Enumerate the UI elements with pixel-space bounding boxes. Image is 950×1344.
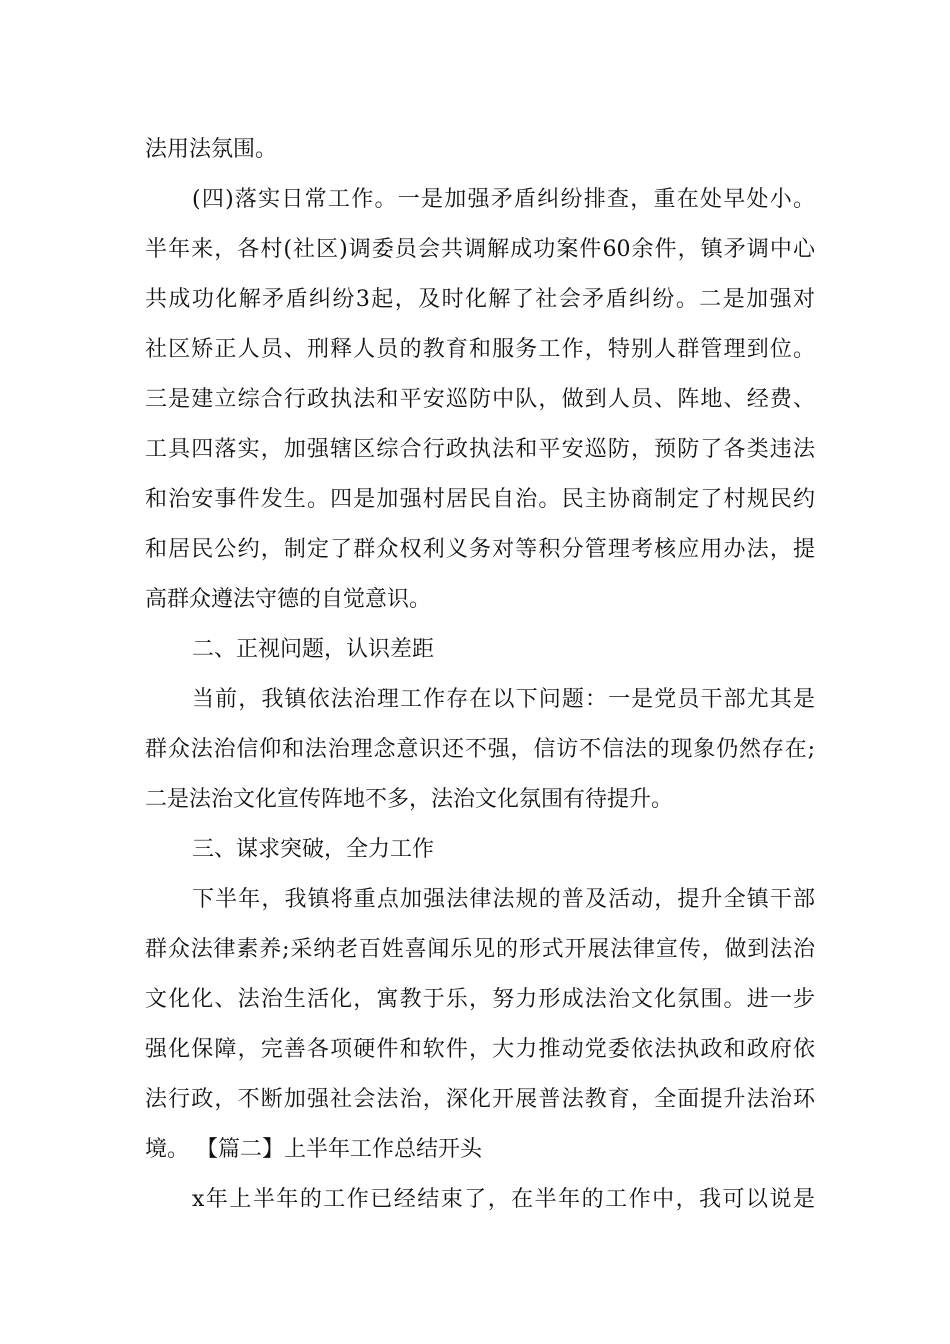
text-line: 群众法治信仰和法治理念意识还不强，信访不信法的现象仍然存在; [145,737,815,762]
text-line: 群众法律素养;采纳老百姓喜闻乐见的形式开展法律宣传，做到法治 [145,937,815,962]
text-line: 下半年，我镇将重点加强法律法规的普及活动，提升全镇干部 [192,887,815,912]
text-line: 工具四落实，加强辖区综合行政执法和平安巡防，预防了各类违法 [145,437,815,462]
text-line: 和居民公约，制定了群众权利义务对等积分管理考核应用办法，提 [145,537,815,562]
text-line: 共成功化解矛盾纠纷3起，及时化解了社会矛盾纠纷。二是加强对 [145,287,815,312]
text-line: 半年来，各村(社区)调委员会共调解成功案件60余件，镇矛调中心 [145,237,815,262]
text-line: 二是法治文化宣传阵地不多，法治文化氛围有待提升。 [145,787,674,812]
text-line: 法用法氛围。 [145,137,278,162]
text-line: 法行政，不断加强社会法治，深化开展普法教育，全面提升法治环 [145,1087,815,1112]
text-line: 强化保障，完善各项硬件和软件，大力推动党委依法执政和政府依 [145,1037,815,1062]
text-line: 社区矫正人员、刑释人员的教育和服务工作，特别人群管理到位。 [145,337,815,362]
text-line: 当前，我镇依法治理工作存在以下问题：一是党员干部尤其是 [192,687,815,712]
section-heading: 三、谋求突破，全力工作 [192,837,435,862]
text-line: 高群众遵法守德的自觉意识。 [145,587,432,612]
text-line: 境。 【篇二】上半年工作总结开头 [145,1137,482,1162]
section-heading: 二、正视问题，认识差距 [192,637,435,662]
text-line: x年上半年的工作已经结束了，在半年的工作中，我可以说是 [192,1187,815,1212]
text-line: 文化化、法治生活化，寓教于乐，努力形成法治文化氛围。进一步 [145,987,815,1012]
text-line: (四)落实日常工作。一是加强矛盾纠纷排查，重在处早处小。 [192,187,815,212]
text-line: 和治安事件发生。四是加强村居民自治。民主协商制定了村规民约 [145,487,815,512]
text-line: 三是建立综合行政执法和平安巡防中队，做到人员、阵地、经费、 [145,387,815,412]
